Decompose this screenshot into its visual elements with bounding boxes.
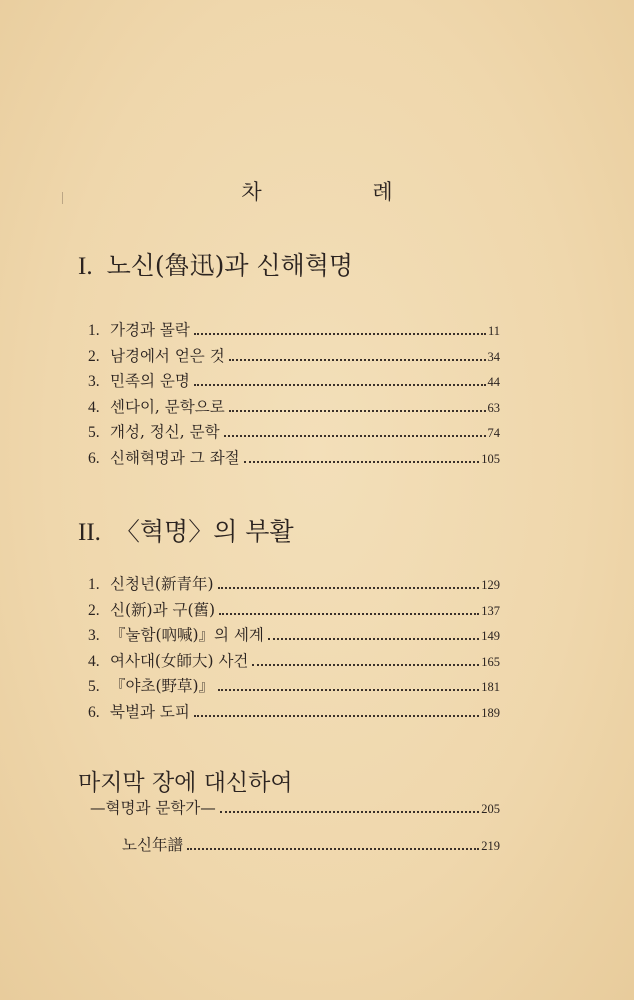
entry-number: 6. <box>88 703 100 721</box>
entry-title: 신청년(新青年) <box>110 575 214 593</box>
chronology-title: 노신年譜 <box>122 836 183 854</box>
dot-leader <box>218 587 480 589</box>
entry-title: 북벌과 도피 <box>110 702 190 721</box>
dot-leader <box>219 613 479 615</box>
entry-title: 민족의 운명 <box>110 372 190 391</box>
entry-page: 34 <box>487 349 500 364</box>
entry-number: 2. <box>88 601 100 619</box>
entry-page: 219 <box>481 839 500 853</box>
toc-list <box>88 318 500 472</box>
toc-entry[interactable] <box>88 674 500 700</box>
entry-number: 5. <box>88 424 100 442</box>
toc-entry[interactable] <box>88 623 500 649</box>
toc-title: 차 례 <box>241 180 445 204</box>
entry-number: 3. <box>88 373 100 391</box>
entry-title: 센다이, 문학으로 <box>110 397 225 416</box>
toc-entry[interactable] <box>88 318 500 344</box>
entry-title: 신해혁명과 그 좌절 <box>110 448 240 467</box>
toc-entry[interactable] <box>88 420 500 446</box>
entry-title: 『야초(野草)』 <box>110 677 215 696</box>
toc-entry[interactable] <box>88 572 500 598</box>
entry-page: 181 <box>481 680 500 695</box>
toc-entry[interactable] <box>88 700 500 726</box>
entry-page: 11 <box>487 324 500 338</box>
dot-leader <box>252 664 479 666</box>
entry-page: 63 <box>487 400 500 415</box>
entry-page: 105 <box>481 451 500 466</box>
entry-page: 189 <box>481 705 500 720</box>
entry-number: 4. <box>88 652 100 670</box>
entry-page: 74 <box>487 426 500 441</box>
dot-leader <box>220 811 479 813</box>
part-number: I. <box>78 253 93 280</box>
entry-page: 149 <box>481 629 500 644</box>
entry-title: 신(新)과 구(舊) <box>110 600 216 619</box>
dot-leader <box>187 848 479 850</box>
entry-number: 5. <box>88 678 100 696</box>
entry-number: 1. <box>88 576 100 593</box>
dot-leader <box>218 689 479 691</box>
part-heading <box>78 512 294 548</box>
entry-title: 『눌함(吶喊)』의 세계 <box>110 626 264 645</box>
closing-subtitle-entry[interactable] <box>90 796 500 822</box>
dot-leader <box>268 638 479 640</box>
entry-title: 가경과 몰락 <box>110 321 190 339</box>
dot-leader <box>194 333 486 335</box>
entry-number: 4. <box>88 398 100 416</box>
closing-subtitle: —혁명과 문학가— <box>90 799 216 817</box>
entry-number: 2. <box>88 347 100 365</box>
entry-title: 개성, 정신, 문학 <box>110 423 220 442</box>
dot-leader <box>194 715 479 717</box>
entry-page: 205 <box>481 802 500 816</box>
entry-page: 129 <box>481 578 500 592</box>
dot-leader <box>244 461 480 463</box>
toc-entry[interactable] <box>88 369 500 395</box>
entry-title: 남경에서 얻은 것 <box>110 346 225 365</box>
entry-number: 6. <box>88 449 100 467</box>
part-title: 노신(魯迅)과 신해혁명 <box>106 251 354 280</box>
part-heading <box>78 246 353 282</box>
part-title: 〈혁명〉의 부활 <box>114 517 294 546</box>
toc-entry[interactable] <box>88 344 500 370</box>
entry-number: 3. <box>88 627 100 645</box>
part-number: II. <box>78 519 101 546</box>
dot-leader <box>229 410 486 412</box>
entry-page: 44 <box>487 375 500 390</box>
dot-leader <box>224 435 486 437</box>
chronology-entry[interactable] <box>122 833 500 859</box>
toc-entry[interactable] <box>88 598 500 624</box>
entry-page: 165 <box>481 654 500 669</box>
toc-list <box>88 572 500 726</box>
entry-title: 여사대(女師大) 사건 <box>110 651 249 670</box>
toc-entry[interactable] <box>88 649 500 675</box>
dot-leader <box>194 384 486 386</box>
entry-number: 1. <box>88 322 100 339</box>
dot-leader <box>229 359 486 361</box>
entry-page: 137 <box>481 603 500 618</box>
toc-entry[interactable] <box>88 446 500 472</box>
closing-heading: 마지막 장에 대신하여 <box>78 770 293 796</box>
toc-entry[interactable] <box>88 395 500 421</box>
